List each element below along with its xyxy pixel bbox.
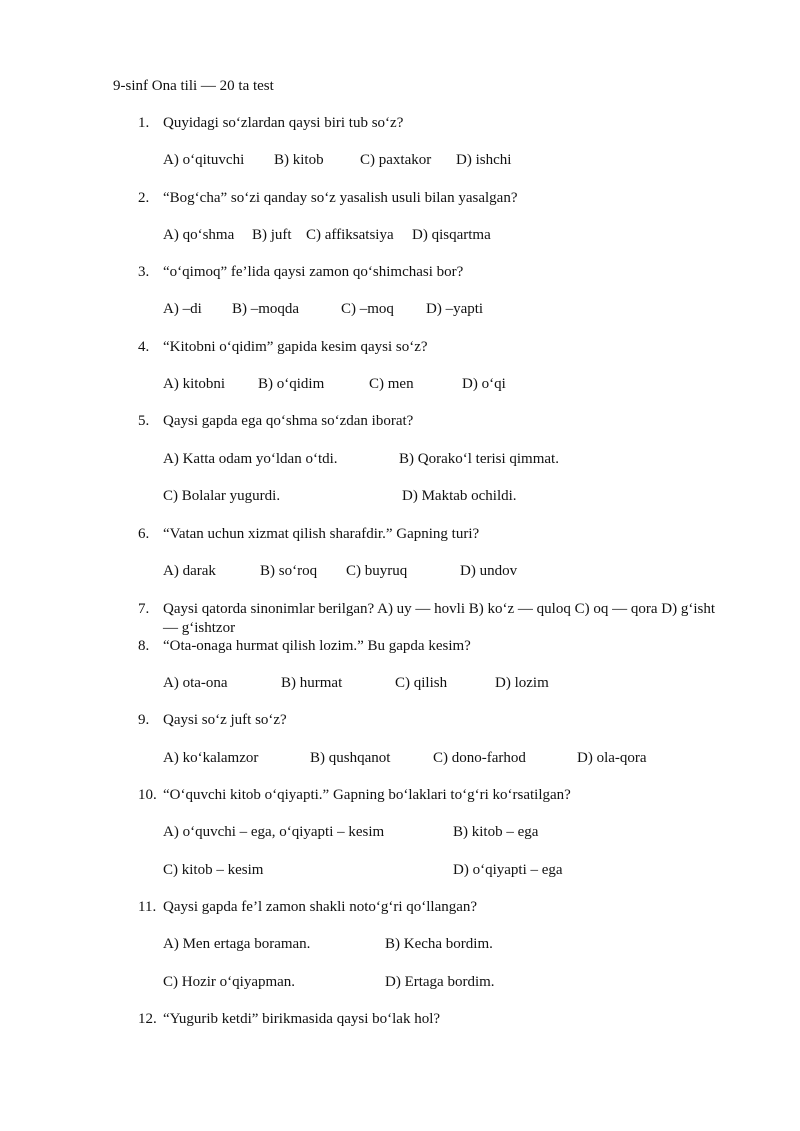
- option-d: D) –yapti: [426, 301, 484, 317]
- question-text: Qaysi gapda fe’l zamon shakli noto‘g‘ri qo‘llangan?: [163, 899, 478, 915]
- question-number: 12.: [138, 1011, 157, 1027]
- option-a: A) ota-ona: [163, 675, 228, 691]
- question-number: 6.: [138, 526, 150, 542]
- option-b: B) Qorako‘l terisi qimmat.: [399, 451, 559, 467]
- question-number: 10.: [138, 787, 157, 803]
- option-c: C) –moq: [341, 301, 394, 317]
- question-number: 4.: [138, 339, 150, 355]
- question-text: “Vatan uchun xizmat qilish sharafdir.” Gapning turi?: [163, 526, 480, 542]
- option-d: D) Maktab ochildi.: [402, 488, 517, 504]
- option-a: A) kitobni: [163, 376, 226, 392]
- option-c: C) kitob – kesim: [163, 862, 264, 878]
- option-d: D) qisqartma: [412, 227, 491, 243]
- question-number: 8.: [138, 638, 150, 654]
- option-d: D) Ertaga bordim.: [385, 974, 495, 990]
- question-6: [138, 526, 479, 543]
- document-title: 9-sinf Ona tili — 20 ta test: [113, 78, 274, 94]
- option-a: A) o‘quvchi – ega, o‘qiyapti – kesim: [163, 824, 385, 840]
- question-text: “Ota-onaga hurmat qilish lozim.” Bu gapda kesim?: [163, 638, 471, 654]
- option-b: B) Kecha bordim.: [385, 936, 493, 952]
- option-d: D) ola-qora: [577, 750, 647, 766]
- option-a: A) darak: [163, 563, 216, 579]
- question-8: [138, 638, 471, 655]
- question-number: 3.: [138, 264, 150, 280]
- option-d: D) lozim: [495, 675, 549, 691]
- option-a: A) qo‘shma: [163, 227, 235, 243]
- question-number: 11.: [138, 899, 157, 915]
- question-2: [138, 190, 517, 207]
- question-number: 2.: [138, 190, 150, 206]
- option-b: B) qushqanot: [310, 750, 391, 766]
- question-number: 9.: [138, 712, 150, 728]
- question-text: “O‘quvchi kitob o‘qiyapti.” Gapning bo‘laklari to‘g‘ri ko‘rsatilgan?: [163, 787, 571, 803]
- question-text: “Bog‘cha” so‘zi qanday so‘z yasalish usuli bilan yasalgan?: [163, 190, 518, 206]
- option-c: C) affiksatsiya: [306, 227, 394, 243]
- option-a: A) –di: [163, 301, 202, 317]
- question-text: “Kitobni o‘qidim” gapida kesim qaysi so‘z?: [163, 339, 428, 355]
- option-d: D) o‘qiyapti – ega: [453, 862, 563, 878]
- question-number: 1.: [138, 115, 150, 131]
- option-b: B) juft: [252, 227, 292, 243]
- option-b: B) so‘roq: [260, 563, 318, 579]
- question-7: [138, 600, 728, 638]
- question-1: [138, 115, 403, 132]
- option-c: C) Bolalar yugurdi.: [163, 488, 281, 504]
- option-c: C) paxtakor: [360, 152, 432, 168]
- question-4: [138, 339, 428, 356]
- option-b: B) hurmat: [281, 675, 343, 691]
- question-12: [138, 1011, 440, 1028]
- option-d: D) undov: [460, 563, 518, 579]
- question-5: [138, 413, 413, 430]
- option-d: D) o‘qi: [462, 376, 506, 392]
- question-11: [138, 899, 477, 916]
- option-b: B) –moqda: [232, 301, 300, 317]
- option-a: A) Men ertaga boraman.: [163, 936, 311, 952]
- question-text: Qaysi qatorda sinonimlar berilgan? A) uy — hovli B) ko‘z — quloq C) oq — qora D) g‘isht — g‘ishtzor: [163, 601, 715, 636]
- option-c: C) dono-farhod: [433, 750, 526, 766]
- option-c: C) men: [369, 376, 414, 392]
- question-number: 5.: [138, 413, 150, 429]
- option-a: A) ko‘kalamzor: [163, 750, 259, 766]
- question-text: Quyidagi so‘zlardan qaysi biri tub so‘z?: [163, 115, 404, 131]
- option-a: A) Katta odam yo‘ldan o‘tdi.: [163, 451, 338, 467]
- question-3: [138, 264, 463, 281]
- question-text: Qaysi so‘z juft so‘z?: [163, 712, 287, 728]
- question-text: “Yugurib ketdi” birikmasida qaysi bo‘lak hol?: [163, 1011, 441, 1027]
- question-10: [138, 787, 571, 804]
- option-c: C) buyruq: [346, 563, 408, 579]
- option-b: B) kitob: [274, 152, 324, 168]
- option-b: B) kitob – ega: [453, 824, 539, 840]
- option-d: D) ishchi: [456, 152, 512, 168]
- question-text: Qaysi gapda ega qo‘shma so‘zdan iborat?: [163, 413, 414, 429]
- option-c: C) Hozir o‘qiyapman.: [163, 974, 296, 990]
- question-text: “o‘qimoq” fe’lida qaysi zamon qo‘shimchasi bor?: [163, 264, 464, 280]
- question-9: [138, 712, 287, 729]
- option-b: B) o‘qidim: [258, 376, 325, 392]
- option-a: A) o‘qituvchi: [163, 152, 245, 168]
- question-number: 7.: [138, 601, 150, 617]
- option-c: C) qilish: [395, 675, 448, 691]
